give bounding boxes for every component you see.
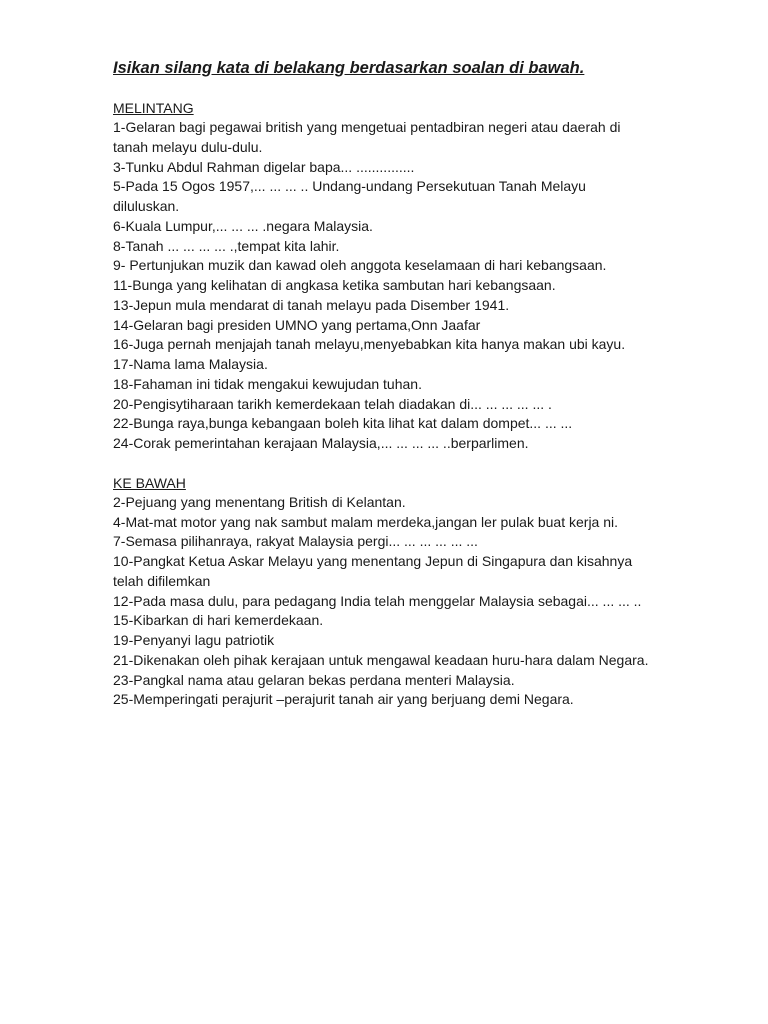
section-melintang [113, 98, 653, 454]
section-heading-melintang: MELINTANG [113, 100, 194, 116]
clue-item: 13-Jepun mula mendarat di tanah melayu pada Disember 1941. [113, 296, 510, 313]
clue-item: 10-Pangkat Ketua Askar Melayu yang menentang Jepun di Singapura dan kisahnya telah difilemkan [113, 553, 633, 589]
section-ke-bawah [113, 473, 653, 710]
clue-item: 11-Bunga yang kelihatan di angkasa ketika sambutan hari kebangsaan. [113, 277, 556, 293]
clue-item: 3-Tunku Abdul Rahman digelar bapa... ............... [113, 158, 415, 175]
clue-item: 25-Memperingati perajurit –perajurit tanah air yang berjuang demi Negara. [113, 691, 574, 708]
clue-item: 24-Corak pemerintahan kerajaan Malaysia,... ... ... ... ..berparlimen. [113, 435, 529, 451]
clue-list-ke-bawah [113, 493, 653, 710]
clue-item: 22-Bunga raya,bunga kebangaan boleh kita lihat kat dalam dompet... ... ... [113, 415, 573, 432]
worksheet-page [113, 56, 653, 710]
section-heading-ke-bawah: KE BAWAH [113, 474, 186, 491]
clue-item: 8-Tanah ... ... ... ... .,tempat kita lahir. [113, 237, 340, 254]
clue-item: 9- Pertunjukan muzik dan kawad oleh anggota keselamaan di hari kebangsaan. [113, 257, 607, 274]
clue-item: 12-Pada masa dulu, para pedagang India telah menggelar Malaysia sebagai... ... ... .. [113, 592, 642, 609]
clue-item: 4-Mat-mat motor yang nak sambut malam merdeka,jangan ler pulak buat kerja ni. [113, 513, 619, 530]
clue-item: 19-Penyanyi lagu patriotik [113, 632, 275, 648]
clue-item: 20-Pengisytiharaan tarikh kemerdekaan telah diadakan di... ... ... ... ... . [113, 395, 552, 412]
clue-item: 5-Pada 15 Ogos 1957,... ... ... .. Undang-undang Persekutuan Tanah Melayu diluluskan. [113, 178, 586, 214]
clue-item: 17-Nama lama Malaysia. [113, 356, 268, 372]
clue-item: 16-Juga pernah menjajah tanah melayu,menyebabkan kita hanya makan ubi kayu. [113, 336, 626, 353]
worksheet-title: Isikan silang kata di belakang berdasarkan soalan di bawah. [113, 59, 585, 77]
clue-list-melintang [113, 118, 653, 454]
clue-item: 7-Semasa pilihanraya, rakyat Malaysia pergi... ... ... ... ... ... [113, 533, 478, 550]
clue-item: 2-Pejuang yang menentang British di Kelantan. [113, 493, 406, 510]
clue-item: 15-Kibarkan di hari kemerdekaan. [113, 612, 324, 629]
clue-item: 23-Pangkal nama atau gelaran bekas perdana menteri Malaysia. [113, 671, 515, 688]
clue-item: 1-Gelaran bagi pegawai british yang mengetuai pentadbiran negeri atau daerah di tanah melayu dulu-dulu. [113, 119, 621, 155]
clue-item: 14-Gelaran bagi presiden UMNO yang pertama,Onn Jaafar [113, 316, 481, 333]
clue-item: 21-Dikenakan oleh pihak kerajaan untuk mengawal keadaan huru-hara dalam Negara. [113, 651, 649, 668]
clue-item: 6-Kuala Lumpur,... ... ... .negara Malaysia. [113, 217, 373, 234]
clue-item: 18-Fahaman ini tidak mengakui kewujudan tuhan. [113, 375, 422, 392]
